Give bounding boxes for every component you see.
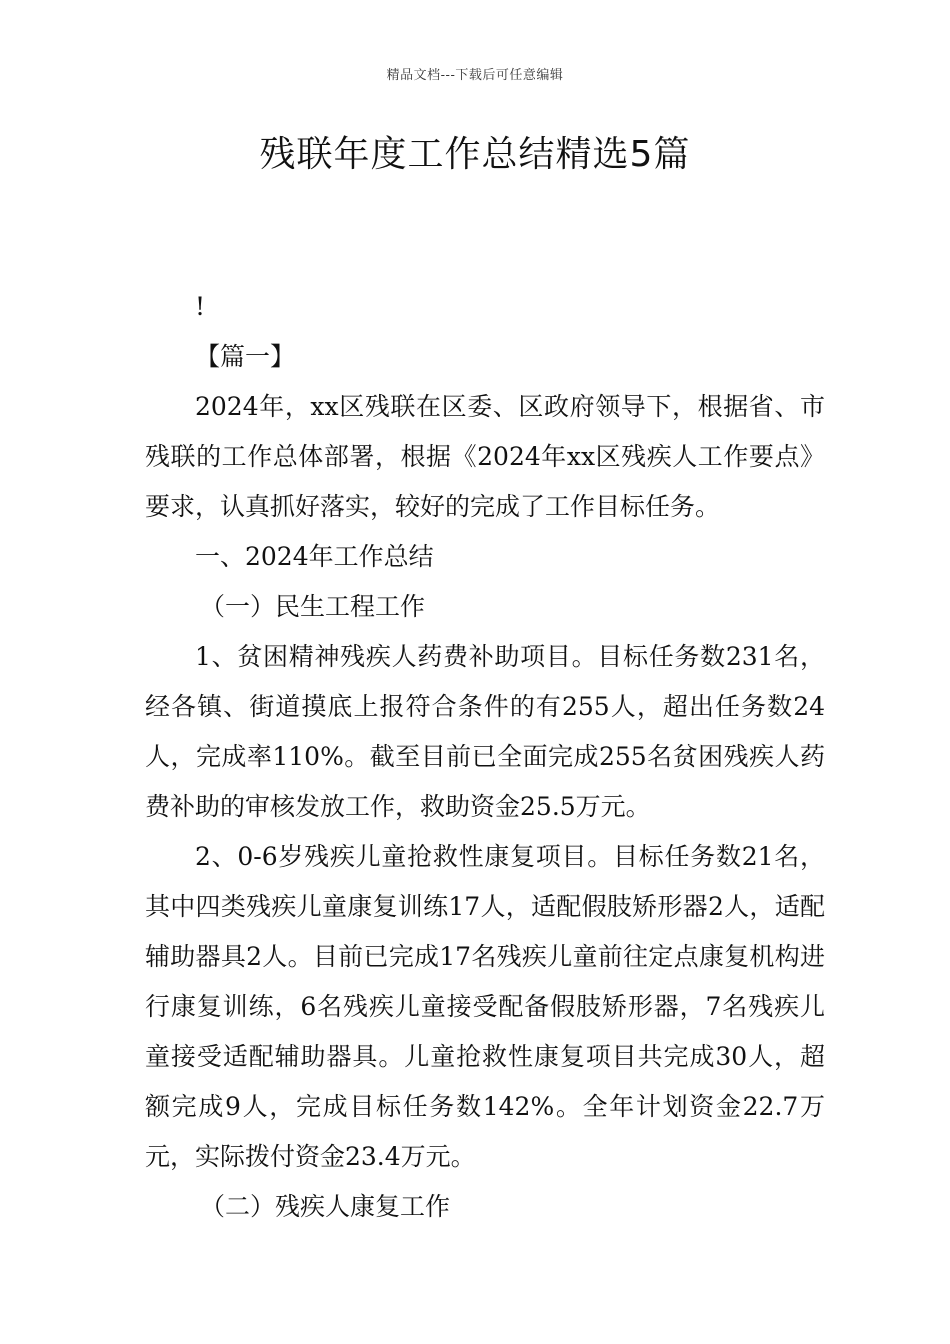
subheading-rehabilitation-work: （二）残疾人康复工作 (200, 1192, 451, 1221)
paragraph-exclamation: ! (195, 292, 206, 321)
paragraph-child-rehabilitation: 2、0-6岁残疾儿童抢救性康复项目。目标任务数21名，其中四类残疾儿童康复训练17人，适配假肢矫形器2人，适配辅助器具2人。目前已完成17名残疾儿童前往定点康复机构进行康复训练，6名残疾儿童接受配备假肢矫形器，7名残疾儿童接受适配辅助器具。儿童抢救性康复项目共完成30人，超额完成9人，完成目标任务数142%。全年计划资金22.7万元，实际拨付资金23.4万元。 (145, 842, 825, 1171)
document-title: 残联年度工作总结精选5篇 (259, 134, 691, 175)
subheading-livelihood-projects: （一）民生工程工作 (200, 592, 426, 621)
document-body (145, 282, 825, 1232)
paragraph-intro: 2024年，xx区残联在区委、区政府领导下，根据省、市残联的工作总体部署，根据《2024年xx区残疾人工作要点》要求，认真抓好落实，较好的完成了工作目标任务。 (145, 392, 825, 521)
paragraph-medicine-subsidy: 1、贫困精神残疾人药费补助项目。目标任务数231名，经各镇、街道摸底上报符合条件的有255人，超出任务数24人，完成率110%。截至目前已全面完成255名贫困残疾人药费补助的审核发放工作，救助资金25.5万元。 (145, 642, 825, 821)
heading-work-summary: 一、2024年工作总结 (195, 542, 434, 571)
header-note: 精品文档---下载后可任意编辑 (386, 68, 564, 83)
section-label-part-one: 【篇一】 (195, 342, 296, 371)
